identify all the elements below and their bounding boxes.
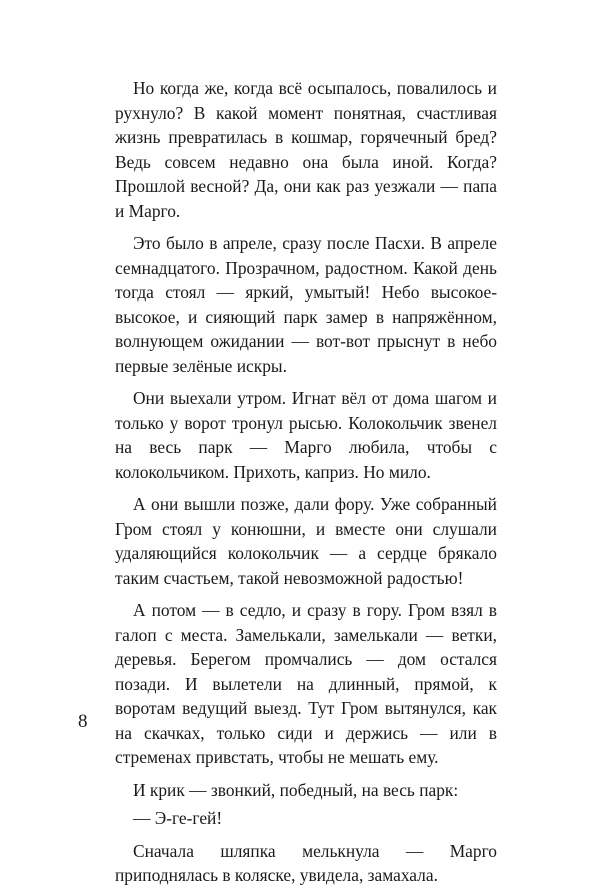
paragraph: Но когда же, когда всё осыпалось, повалилось и рухнуло? В какой момент понятная, счастливая жизнь превратилась в кошмар, горячечный бред? Ведь совсем недавно она была иной. Когда? Прошлой весной? Да, они как раз уезжали — папа и Марго. bbox=[115, 78, 497, 221]
page-number: 8 bbox=[78, 711, 88, 732]
paragraph: И крик — звонкий, победный, на весь парк: bbox=[133, 779, 459, 800]
paragraph: Это было в апреле, сразу после Пасхи. В апреле семнадцатого. Прозрачном, радостном. Какой день тогда стоял — яркий, умытый! Небо высокое-высокое, и сияющий парк замер в напряжённом, волнующем ожидании — вот-вот прыснут в небо первые зелёные искры. bbox=[115, 233, 497, 376]
paragraph: А потом — в седло, и сразу в гору. Гром взял в галоп с места. Замелькали, замелькали — ветки, деревья. Берегом промчались — дом остался позади. И вылетели на длинный, прямой, к воротам ведущий выезд. Тут Гром вытянулся, как на скачках, только сиди и держись — или в стременах привстать, чтобы не мешать ему. bbox=[115, 600, 497, 767]
paragraph: Сначала шляпка мелькнула — Марго приподнялась в коляске, увидела, замахала. bbox=[115, 840, 497, 885]
paragraph: Они выехали утром. Игнат вёл от дома шагом и только у ворот тронул рысью. Колокольчик звенел на весь парк — Марго любила, чтобы с колокольчиком. Прихоть, каприз. Но мило. bbox=[115, 388, 497, 482]
dialogue-line: — Э-ге-гей! bbox=[133, 808, 223, 828]
paragraph: А они вышли позже, дали фору. Уже собранный Гром стоял у конюшни, и вместе они слушали удаляющийся колокольчик — а сердце брякало таким счастьем, такой невозможной радостью! bbox=[115, 494, 497, 588]
body-text bbox=[115, 76, 497, 896]
